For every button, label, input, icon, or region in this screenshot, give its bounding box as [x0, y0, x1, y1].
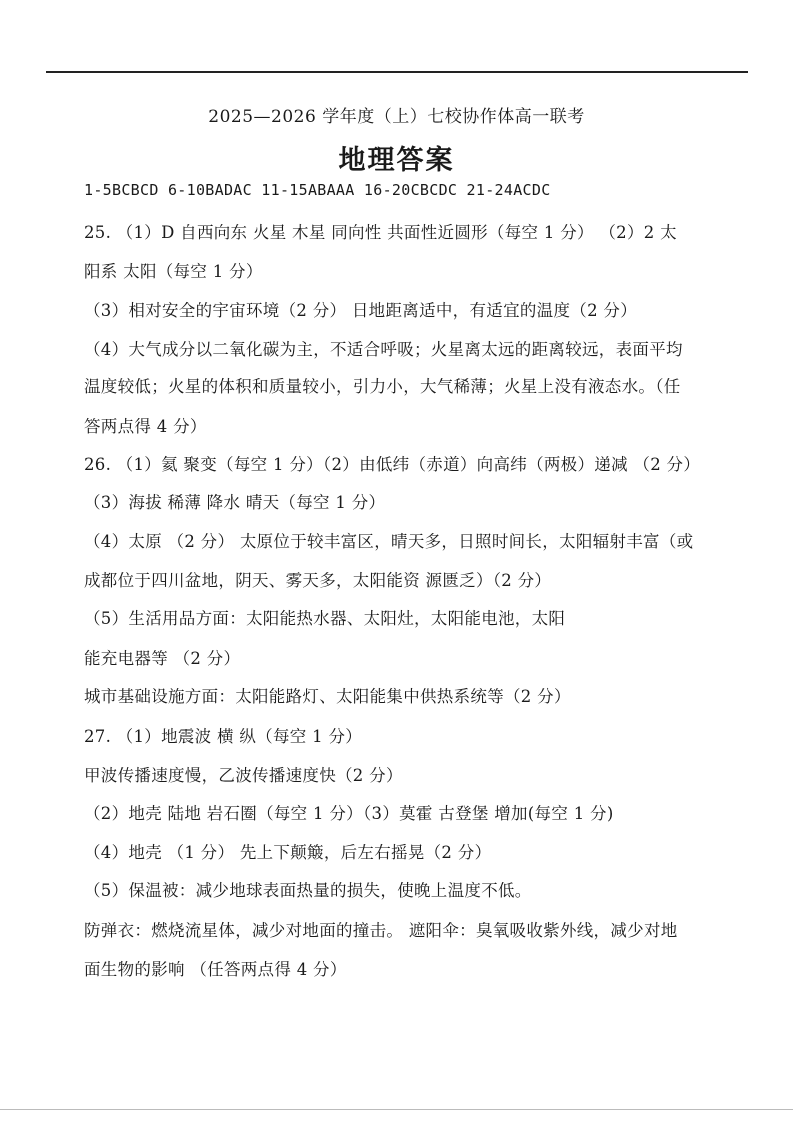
bottom-rule	[0, 1109, 793, 1110]
answer-line: 甲波传播速度慢，乙波传播速度快（2 分）	[84, 766, 403, 785]
answer-line: （3）海拔 稀薄 降水 晴天（每空 1 分）	[84, 493, 386, 512]
multiple-choice-answers: 1-5BCBCD 6-10BADAC 11-15ABAAA 16-20CBCDC 21-24ACDC	[84, 181, 551, 199]
answer-line: （4）太原 （2 分） 太原位于较丰富区，晴天多，日照时间长，太阳辐射丰富（或	[84, 532, 694, 551]
answer-line: （5）生活用品方面：太阳能热水器、太阳灶，太阳能电池，太阳	[84, 609, 566, 628]
answer-line: （3）相对安全的宇宙环境（2 分） 日地距离适中，有适宜的温度（2 分）	[84, 301, 638, 320]
answer-line: 25. （1）D 自西向东 火星 木星 同向性 共面性近圆形（每空 1 分） （2）2 太	[84, 223, 677, 242]
answer-line: 答两点得 4 分）	[84, 417, 207, 436]
answer-line: （4）地壳 （1 分） 先上下颠簸，后左右摇晃（2 分）	[84, 843, 492, 862]
answer-line: 27. （1）地震波 横 纵（每空 1 分）	[84, 727, 363, 746]
answer-line: （4）大气成分以二氧化碳为主，不适合呼吸；火星离太远的距离较远，表面平均	[84, 340, 683, 359]
answer-line: 能充电器等 （2 分）	[84, 649, 241, 668]
top-rule	[46, 71, 748, 73]
answer-line: 温度较低；火星的体积和质量较小，引力小，大气稀薄；火星上没有液态水。（任	[84, 377, 681, 396]
page-title: 地理答案	[338, 145, 455, 176]
exam-subtitle: 2025—2026 学年度（上）七校协作体高一联考	[208, 107, 585, 127]
answer-line: 阳系 太阳（每空 1 分）	[84, 262, 263, 281]
answer-line: （5）保温被：减少地球表面热量的损失，使晚上温度不低。	[84, 881, 532, 900]
answer-line: （2）地壳 陆地 岩石圈（每空 1 分）（3）莫霍 古登堡 增加(每空 1 分)	[84, 804, 614, 823]
answer-line: 26. （1）氦 聚变（每空 1 分）（2）由低纬（赤道）向高纬（两极）递减 （2 分）	[84, 455, 701, 474]
answer-line: 防弹衣：燃烧流星体，减少对地面的撞击。 遮阳伞：臭氧吸收紫外线，减少对地	[84, 921, 678, 940]
answer-line: 成都位于四川盆地，阴天、雾天多，太阳能资 源匮乏）（2 分）	[84, 571, 552, 590]
answer-line: 面生物的影响 （任答两点得 4 分）	[84, 960, 347, 979]
answer-line: 城市基础设施方面：太阳能路灯、太阳能集中供热系统等（2 分）	[84, 687, 571, 706]
